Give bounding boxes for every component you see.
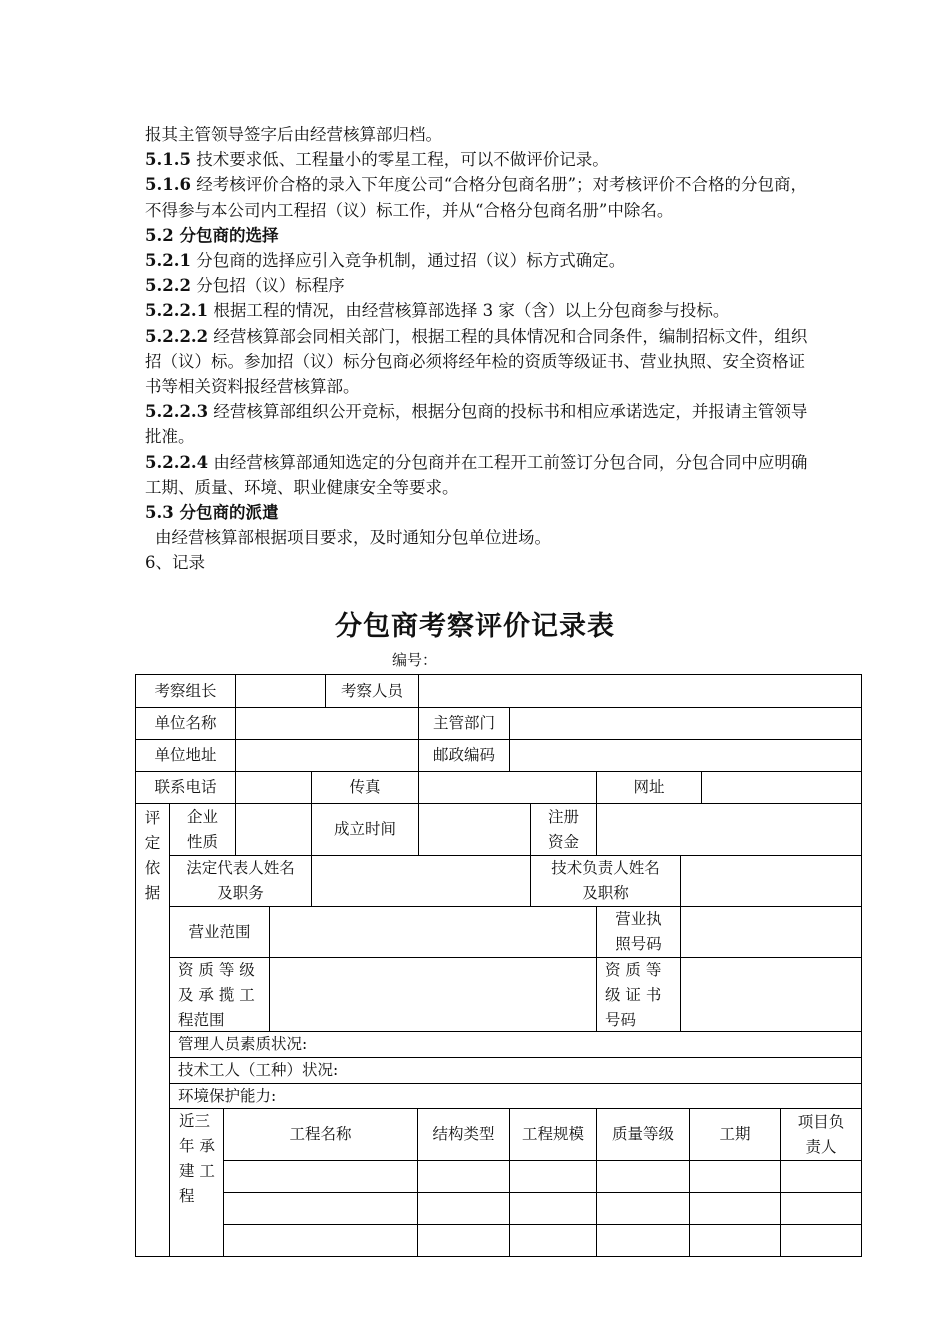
capital-label: 注册 资金 [547, 807, 579, 851]
tech-lead-label: 技术负责人姓名 及职称 [551, 859, 660, 902]
phone-field[interactable] [236, 772, 311, 803]
paragraph: 5.2.2.1 根据工程的情况，由经营核算部选择 3 家（含）以上分包商参与投标。 [145, 301, 730, 321]
workers-status-label: 技术工人（工种）状况: [178, 1061, 339, 1079]
postcode-label: 邮政编码 [432, 746, 495, 764]
leader-label: 考察组长 [154, 681, 217, 700]
unit-name-label: 单位名称 [154, 714, 217, 732]
form-title: 分包商考察评价记录表 [335, 611, 615, 642]
environment-ability-label: 环境保护能力: [178, 1086, 277, 1105]
website-label: 网址 [633, 778, 665, 796]
legal-rep-label: 法定代表人姓名 及职务 [186, 859, 295, 902]
paragraph: 5.1.5 技术要求低、工程量小的零星工程，可以不做评价记录。 [145, 150, 609, 170]
recent-projects-label: 近三 年 承 建 工 程 [179, 1112, 215, 1205]
paragraph: 5.2.1 分包商的选择应引入竞争机制，通过招（议）标方式确定。 [145, 251, 626, 271]
phone-label: 联系电话 [154, 778, 217, 796]
col-project-manager: 项目负 责人 [797, 1112, 845, 1156]
enterprise-nature-label: 企业 性质 [186, 807, 218, 851]
inspectors-field[interactable] [419, 675, 861, 707]
paragraph: 5.2.2.3 经营核算部组织公开竞标，根据分包商的投标书和相应承诺选定，并报请主管领导批准。 [145, 402, 808, 447]
col-quality-grade: 质量等级 [611, 1125, 674, 1143]
col-project-name: 工程名称 [289, 1125, 352, 1143]
serial-number-label: 编号： [392, 651, 438, 669]
website-field[interactable] [702, 772, 861, 803]
dept-label: 主管部门 [432, 714, 495, 732]
inspectors-label: 考察人员 [340, 681, 403, 700]
unit-name-field[interactable] [236, 708, 418, 739]
col-project-scale: 工程规模 [521, 1125, 584, 1143]
fax-field[interactable] [419, 772, 596, 803]
paragraph: 5.1.6 经考核评价合格的录入下年度公司“合格分包商名册”；对考核评价不合格的分包商，不得参与本公司内工程招（议）标工作，并从“合格分包商名册”中除名。 [145, 175, 808, 220]
address-field[interactable] [236, 740, 418, 771]
paragraph: 由经营核算部根据项目要求，及时通知分包单位进场。 [155, 528, 551, 548]
paragraph: 5.2.2.2 经营核算部会同相关部门，根据工程的具体情况和合同条件，编制招标文件，组织招（议）标。参加招（议）标分包商必须将经年检的资质等级证书、营业执照、安全资格证书等相关资料报经营核算部。 [145, 326, 808, 397]
paragraph: 5.2.2.4 由经营核算部通知选定的分包商并在工程开工前签订分包合同，分包合同中应明确工期、质量、环境、职业健康安全等要求。 [145, 452, 808, 497]
address-label: 单位地址 [154, 746, 217, 764]
paragraph: 6、记录 [145, 553, 205, 573]
business-scope-label: 营业范围 [188, 922, 251, 941]
qualification-scope-label: 资 质 等 级 及 承 揽 工 程范围 [178, 961, 255, 1029]
dept-field[interactable] [510, 708, 861, 739]
fax-label: 传真 [349, 778, 381, 796]
founded-label: 成立时间 [333, 820, 396, 838]
col-duration: 工期 [719, 1125, 751, 1143]
paragraph: 报其主管领导签字后由经营核算部归档。 [145, 125, 442, 144]
cert-number-label: 资 质 等 级 证 书 号码 [605, 961, 662, 1029]
section-heading: 5.3 分包商的派遣 [145, 503, 279, 523]
section-heading: 5.2 分包商的选择 [145, 225, 279, 245]
management-quality-label: 管理人员素质状况: [178, 1035, 308, 1053]
postcode-field[interactable] [510, 740, 861, 771]
leader-field[interactable] [236, 675, 325, 707]
col-structure-type: 结构类型 [432, 1125, 495, 1143]
evaluation-basis-label: 评 定 依 据 [144, 809, 161, 902]
paragraph: 5.2.2 分包招（议）标程序 [145, 276, 345, 296]
license-number-label: 营业执 照号码 [615, 910, 662, 953]
